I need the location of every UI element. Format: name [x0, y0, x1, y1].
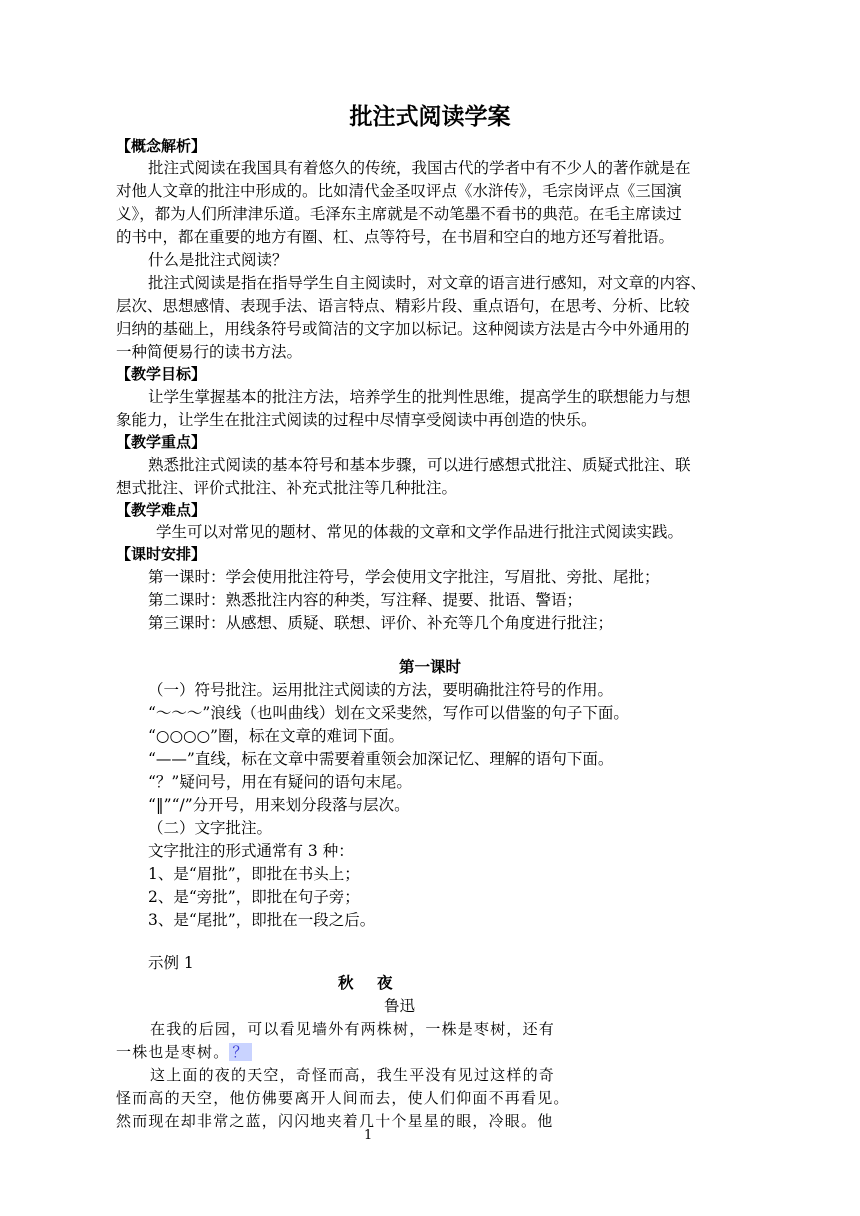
schedule-item: 第三课时：从感想、质疑、联想、评价、补充等几个角度进行批注；	[148, 614, 614, 632]
lesson-line: 文字批注的形式通常有 3 种：	[148, 842, 354, 860]
lesson-line: 3、是“尾批”，即批在一段之后。	[148, 911, 376, 929]
essay-title: 秋 夜	[338, 974, 397, 992]
paragraph-line: 义》，都为人们所津津乐道。毛泽东主席就是不动笔墨不看书的典范。在毛主席读过	[116, 205, 682, 223]
page-number: 1	[364, 1128, 373, 1143]
section-heading-goals: 【教学目标】	[116, 365, 207, 383]
lesson-line: “‖”“/”分开号，用来划分段落与层次。	[148, 796, 410, 814]
section-heading-key: 【教学重点】	[116, 433, 207, 451]
essay-author: 鲁迅	[384, 997, 416, 1015]
paragraph-line: 层次、思想感情、表现手法、语言特点、精彩片段、重点语句，在思考、分析、比较	[116, 297, 690, 315]
page-title: 批注式阅读学案	[349, 104, 511, 130]
lesson-line: （二）文字批注。	[148, 819, 273, 837]
essay-line	[116, 1042, 252, 1062]
essay-line: 怪而高的天空，他仿佛要离开人间而去，使人们仰面不再看见。	[116, 1089, 570, 1107]
paragraph-line: 归纳的基础上，用线条符号或简洁的文字加以标记。这种阅读方法是古今中外通用的	[116, 320, 690, 338]
section-heading-schedule: 【课时安排】	[116, 545, 207, 563]
paragraph-line: 学生可以对常见的题材、常见的体裁的文章和文学作品进行批注式阅读实践。	[156, 523, 684, 541]
paragraph-line: 的书中，都在重要的地方有圈、杠、点等符号，在书眉和空白的地方还写着批语。	[116, 228, 675, 246]
paragraph-line: 批注式阅读在我国具有着悠久的传统，我国古代的学者中有不少人的著作就是在	[148, 159, 691, 177]
section-heading-concept: 【概念解析】	[116, 137, 207, 155]
lesson-line: “——”直线，标在文章中需要着重领会加深记忆、理解的语句下面。	[148, 750, 614, 768]
essay-line: 在我的后园，可以看见墙外有两株树，一株是枣树，还有	[150, 1020, 556, 1038]
lesson-line: “？”疑问号，用在有疑问的语句末尾。	[148, 773, 412, 791]
paragraph-line: 熟悉批注式阅读的基本符号和基本步骤，可以进行感想式批注、质疑式批注、联	[148, 456, 691, 474]
section-heading-difficulty: 【教学难点】	[116, 501, 207, 519]
paragraph-line: 批注式阅读是指在指导学生自主阅读时，对文章的语言进行感知，对文章的内容、	[148, 274, 707, 292]
paragraph-line: 什么是批注式阅读？	[148, 251, 288, 269]
paragraph-line: 对他人文章的批注中形成的。比如清代金圣叹评点《水浒传》，毛宗岗评点《三国演	[116, 182, 682, 200]
paragraph-line: 一种简便易行的读书方法。	[116, 343, 303, 361]
lesson-line: 1、是“眉批”，即批在书头上；	[148, 865, 360, 883]
lesson-line: “～～～”浪线（也叫曲线）划在文采斐然，写作可以借鉴的句子下面。	[148, 704, 629, 722]
schedule-item: 第二课时：熟悉批注内容的种类，写注释、提要、批语、警语；	[148, 591, 583, 609]
schedule-item: 第一课时：学会使用批注符号，学会使用文字批注，写眉批、旁批、尾批；	[148, 568, 660, 586]
question-annotation-mark: ？	[229, 1043, 251, 1061]
essay-line: 这上面的夜的天空，奇怪而高，我生平没有见过这样的奇	[150, 1066, 556, 1084]
paragraph-line: 让学生掌握基本的批注方法，培养学生的批判性思维，提高学生的联想能力与想	[148, 388, 691, 406]
lesson-heading: 第一课时	[398, 658, 461, 676]
paragraph-line: 想式批注、评价式批注、补充式批注等几种批注。	[116, 479, 458, 497]
lesson-line: 2、是“旁批”，即批在句子旁；	[148, 888, 360, 906]
essay-line-text: 一株也是枣树。	[116, 1043, 230, 1061]
lesson-line: （一）符号批注。运用批注式阅读的方法，要明确批注符号的作用。	[148, 681, 614, 699]
paragraph-line: 象能力，让学生在批注式阅读的过程中尽情享受阅读中再创造的快乐。	[116, 411, 597, 429]
essay-line: 然而现在却非常之蓝，闪闪地夹着几十个星星的眼，冷眼。他	[116, 1112, 554, 1130]
example-label: 示例 1	[148, 954, 194, 972]
lesson-line: “○○○○”圈，标在文章的难词下面。	[148, 727, 404, 745]
